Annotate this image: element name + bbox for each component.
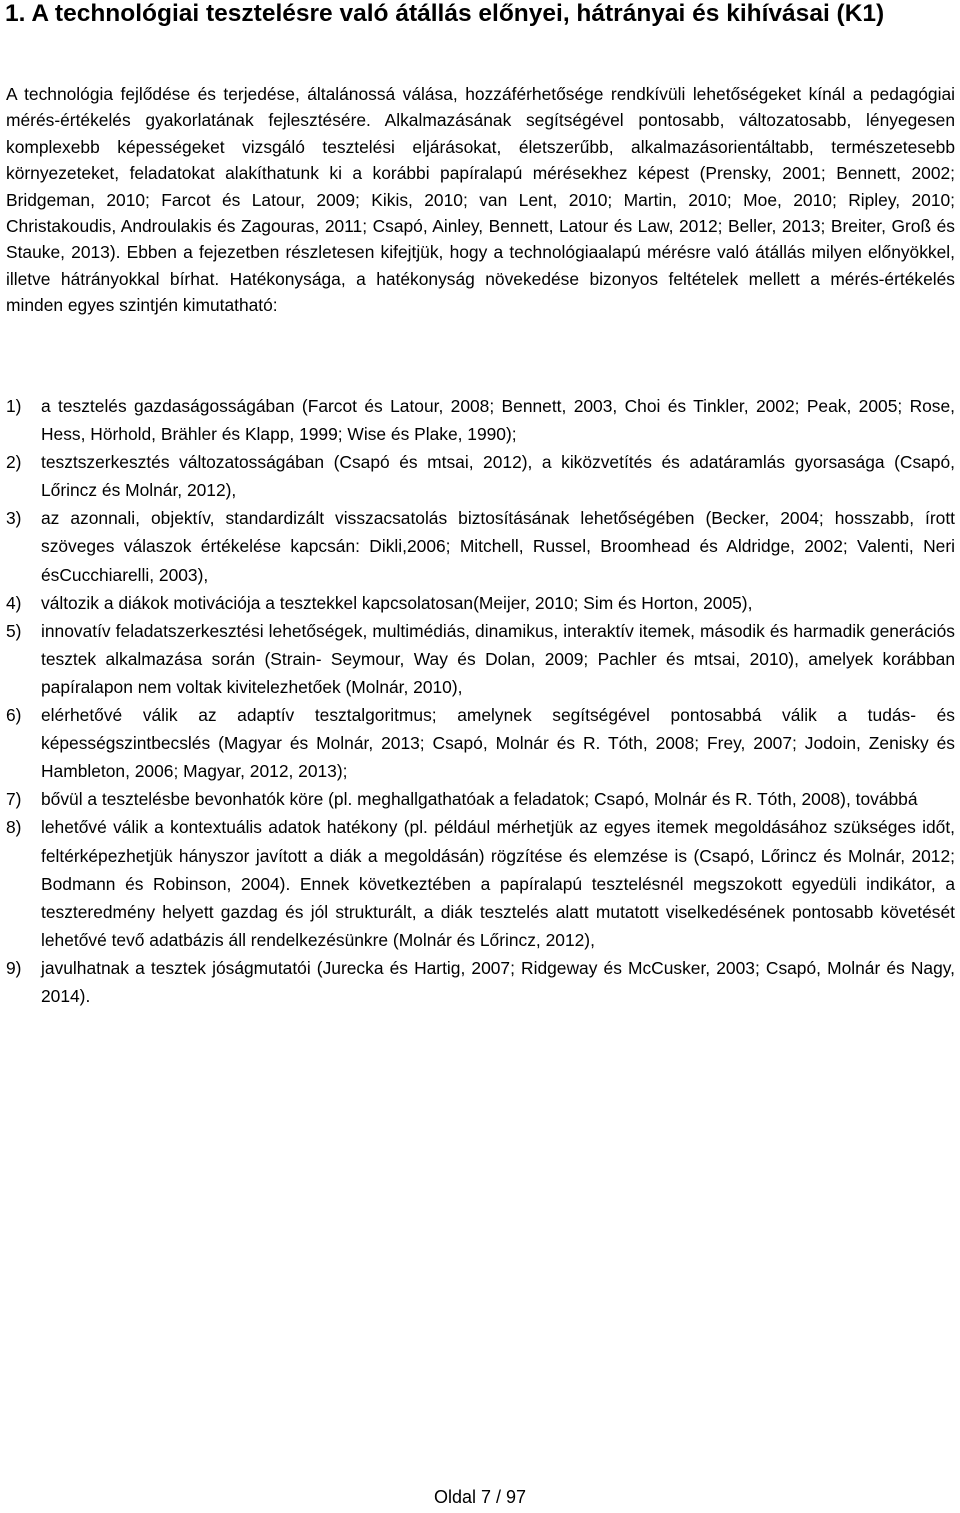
- advantages-list: [6, 392, 955, 1010]
- list-item-number: 3): [6, 508, 22, 529]
- list-item: [6, 701, 955, 785]
- list-item: [6, 954, 955, 1010]
- list-item-text: tesztszerkesztés változatosságában (Csapó és mtsai, 2012), a kiközvetítés és adatáramlás gyorsasága (Csapó, Lőrincz és Molnár, 2012),: [41, 452, 955, 501]
- list-item-text: változik a diákok motivációja a tesztekkel kapcsolatosan(Meijer, 2010; Sim és Horton, 2005),: [41, 592, 753, 613]
- list-item-text: a tesztelés gazdaságosságában (Farcot és Latour, 2008; Bennett, 2003, Choi és Tinkler, 2002; Peak, 2005; Rose, Hess, Hörhold, Brähler és Klapp, 1999; Wise és Plake, 1990);: [41, 396, 955, 445]
- list-item: [6, 785, 955, 813]
- list-item-number: 5): [6, 620, 22, 641]
- list-item-text: innovatív feladatszerkesztési lehetőségek, multimédiás, dinamikus, interaktív itemek, második és harmadik generációs tesztek alkalmazása során (Strain- Seymour, Way és Dolan, 2009; Pachler és mtsai, 2010), amelyek korábban papíralapon nem voltak kivitelezhetőek (Molnár, 2010),: [41, 620, 955, 697]
- list-item-text: bővül a tesztelésbe bevonhatók köre (pl. meghallgathatóak a feladatok; Csapó, Molnár és R. Tóth, 2008), továbbá: [41, 789, 918, 810]
- list-item-number: 2): [6, 452, 22, 473]
- page-number: Oldal 7 / 97: [433, 1487, 527, 1507]
- list-item-text: javulhatnak a tesztek jóságmutatói (Jurecka és Hartig, 2007; Ridgeway és McCusker, 2003; Csapó, Molnár és Nagy, 2014).: [41, 957, 955, 1006]
- list-item: [6, 813, 955, 953]
- intro-paragraph: A technológia fejlődése és terjedése, általánossá válása, hozzáférhetősége rendkívüli lehetőségeket kínál a pedagógiai mérés-értékelés gyakorlatának fejlesztésére. Alkalmazásának segítségével pontosabb, változatosabb, lényegesen komplexebb képességeket vizsgáló tesztelési eljárásokat, életszerűbb, alkalmazásorientáltabb, természetesebb környezeteket, feladatokat alakíthatunk ki a korábbi papíralapú mérésekhez képest (Prensky, 2001; Bennett, 2002; Bridgeman, 2010; Farcot és Latour, 2009; Kikis, 2010; van Lent, 2010; Martin, 2010; Moe, 2010; Ripley, 2010; Christakoudis, Androulakis és Zagouras, 2011; Csapó, Ainley, Bennett, Latour és Law, 2012; Beller, 2013; Breiter, Groß és Stauke, 2013). Ebben a fejezetben részletesen kifejtjük, hogy a technológiaalapú mérésre való átállás milyen előnyökkel, illetve hátrányokkal bírhat. Hatékonysága, a hatékonyság növekedése bizonyos feltételek mellett a mérés-értékelés minden egyes szintjén kimutatható:: [6, 84, 955, 316]
- list-item: [6, 392, 955, 448]
- list-item-text: lehetővé válik a kontextuális adatok hatékony (pl. például mérhetjük az egyes itemek megoldásához szükséges időt, feltérképezhetjük hányszor javított a diák a megoldásán) rögzítése és elemzése is (Csapó, Lőrincz és Molnár, 2012; Bodmann és Robinson, 2004). Ennek következtében a papíralapú tesztelésnél megszokott egyedüli indikátor, a teszteredmény helyett gazdag és jól strukturált, a diák tesztelés alatt mutatott viselkedésének pontosabb követését lehetővé tevő adatbázis áll rendelkezésünkre (Molnár és Lőrincz, 2012),: [41, 817, 955, 950]
- list-item: [6, 589, 955, 617]
- list-item-number: 1): [6, 396, 22, 416]
- list-item-text: elérhetővé válik az adaptív tesztalgoritmus; amelynek segítségével pontosabbá válik a tudás- és képességszintbecslés (Magyar és Molnár, 2013; Csapó, Molnár és R. Tóth, 2008; Frey, 2007; Jodoin, Zenisky és Hambleton, 2006; Magyar, 2012, 2013);: [41, 705, 955, 782]
- list-item-number: 7): [6, 789, 22, 810]
- list-item: [6, 504, 955, 588]
- list-item-text: az azonnali, objektív, standardizált visszacsatolás biztosításának lehetőségében (Becker, 2004; hosszabb, írott szöveges válaszok értékelése kapcsán: Dikli,2006; Mitchell, Russel, Broomhead és Aldridge, 2002; Valenti, Neri ésCucchiarelli, 2003),: [41, 508, 955, 585]
- list-item: [6, 448, 955, 504]
- section-heading: 1. A technológiai tesztelésre való átállás előnyei, hátrányai és kihívásai (K1): [5, 0, 885, 27]
- list-item: [6, 617, 955, 701]
- list-item-number: 9): [6, 957, 22, 978]
- list-item-number: 6): [6, 705, 22, 726]
- list-item-number: 4): [6, 592, 22, 613]
- list-item-number: 8): [6, 817, 22, 838]
